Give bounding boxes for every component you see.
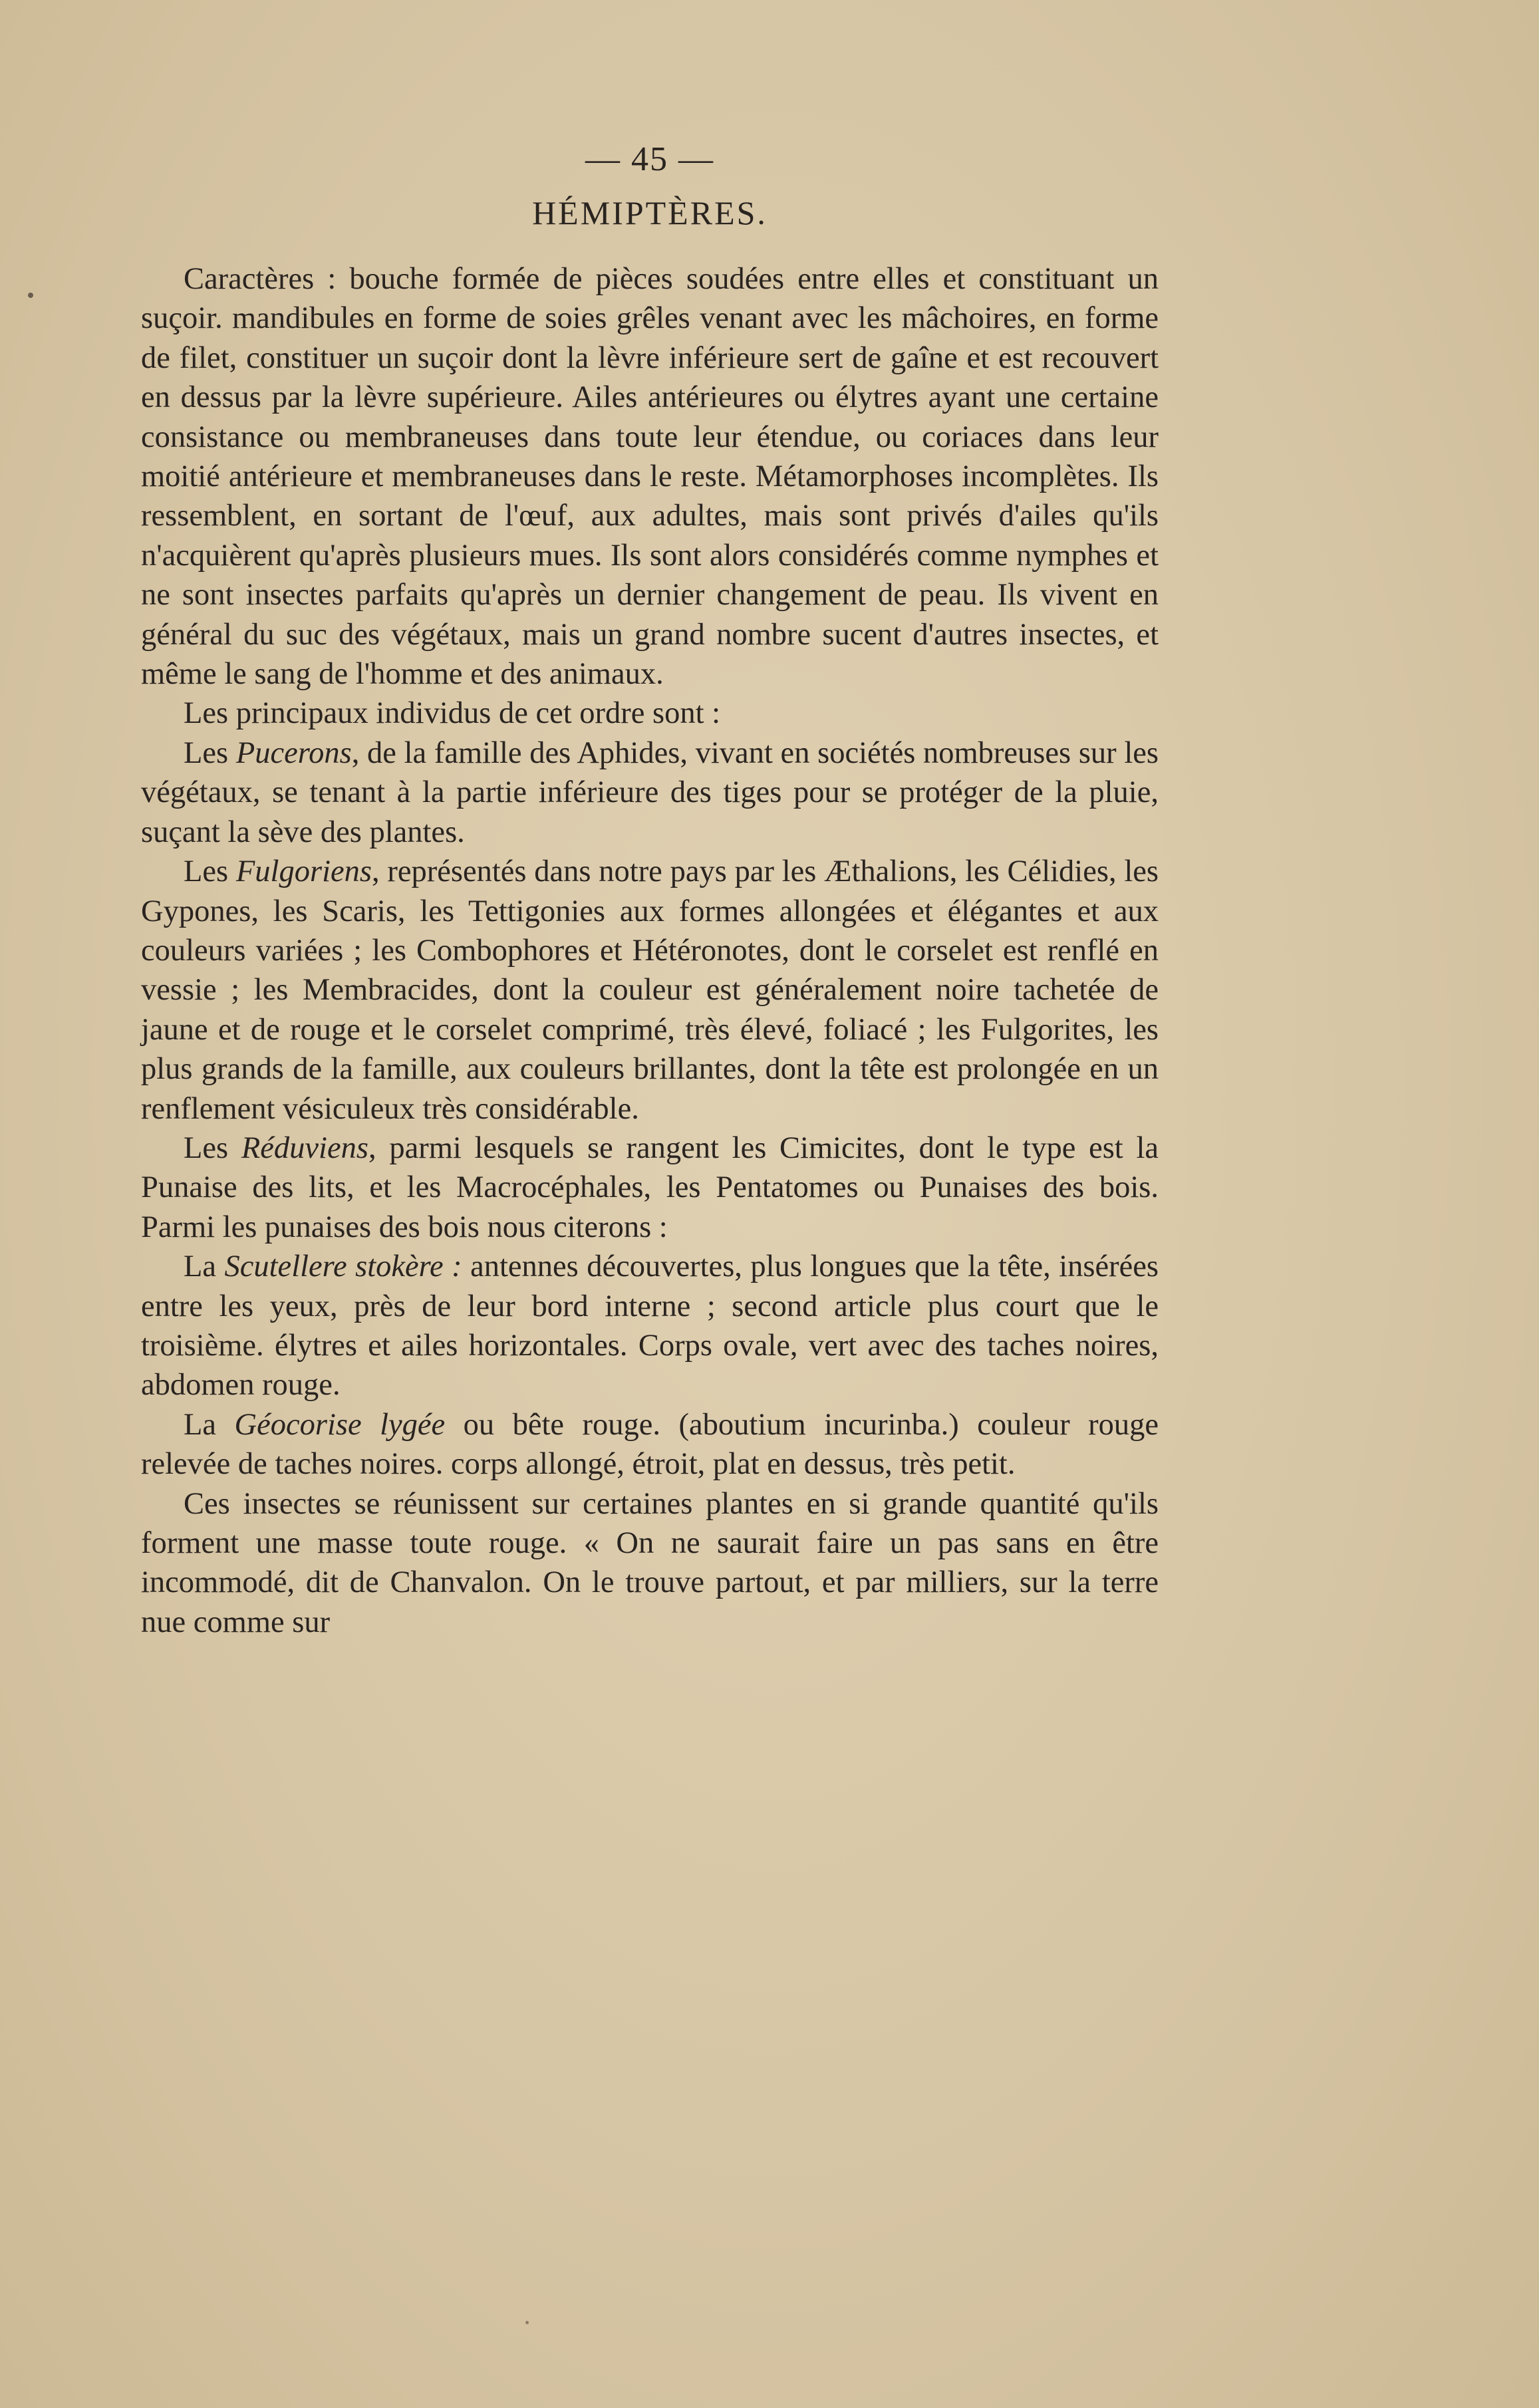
paragraph-body: , de la famille des Aphides, vivant en sociétés nombreuses sur les végétaux, se tenant à la partie inférieure des tiges pour se protéger de la pluie, suçant la sève des plantes. xyxy=(141,736,1159,849)
paragraph-principal-individuals: Les principaux individus de cet ordre sont : xyxy=(184,696,721,731)
paragraph-body: ou bête rouge. (aboutium incurinba.) couleur rouge relevée de taches noires. corps allongé, étroit, plat en dessus, très petit. xyxy=(141,1407,1159,1482)
taxon-name: Fulgoriens xyxy=(235,855,372,889)
paragraph-body: , représentés dans notre pays par les Æthalions, les Célidies, les Gypones, les Scaris, les Tettigonies aux formes allongées et élégantes et aux couleurs variées ; les Combophores et Hétéronotes, dont le corselet est renflé en vessie ; les Membracides, dont la couleur est généralement noire tachetée de jaune et de rouge et le corselet comprimé, très élevé, foliacé ; les Fulgorites, les plus grands de la famille, aux couleurs brillantes, dont la tête est prolongée en un renflement vésiculeux très considérable. xyxy=(141,855,1159,1126)
paragraph-lead: Les xyxy=(184,855,236,889)
paragraph-fulgoriens xyxy=(141,852,1159,1129)
paragraph-geocorise xyxy=(141,1405,1159,1484)
taxon-name: Pucerons xyxy=(235,736,352,770)
taxon-name: Géocorise lygée xyxy=(234,1407,446,1442)
ink-speck xyxy=(28,293,33,298)
paragraph-body: , parmi lesquels se rangent les Cimicites, dont le type est la Punaise des lits, et les Macrocéphales, les Pentatomes ou Punaises des bois. Parmi les punaises des bois nous citerons : xyxy=(141,1131,1159,1244)
paragraph-lead: La xyxy=(184,1407,235,1442)
paragraph-lead: Les xyxy=(184,736,236,770)
paragraph-insects-gather: Ces insectes se réunissent sur certaines plantes en si grande quantité qu'ils forment une masse toute rouge. « On ne saurait faire un pas sans en être incommodé, dit de Chanvalon. On le trouve partout, et par milliers, sur la terre nue comme sur xyxy=(141,1486,1159,1639)
paragraph-characteristics: Caractères : bouche formée de pièces soudées entre elles et constituant un suçoir. mandibules en forme de soies grêles venant avec les mâchoires, en forme de filet, constituer un suçoir dont la lèvre inférieure sert de gaîne et est recouvert en dessus par la lèvre supérieure. Ailes antérieures ou élytres ayant une certaine consistance ou membraneuses dans toute leur étendue, ou coriaces dans leur moitié antérieure et membraneuses dans le reste. Métamorphoses incomplètes. Ils ressemblent, en sortant de l'œuf, aux adultes, mais sont privés d'ailes qu'ils n'acquièrent qu'après plusieurs mues. Ils sont alors considérés comme nymphes et ne sont insectes parfaits qu'après un dernier changement de peau. Ils vivent en général du suc des végétaux, mais un grand nombre sucent d'autres insectes, et même le sang de l'homme et des animaux. xyxy=(141,262,1159,692)
paragraph-lead: Les xyxy=(184,1131,241,1165)
ink-speck xyxy=(525,2321,529,2324)
section-title: HÉMIPTÈRES. xyxy=(532,194,768,231)
paragraph-pucerons xyxy=(141,734,1159,852)
taxon-name: Scutellere stokère : xyxy=(224,1250,462,1284)
paragraph-scutellere xyxy=(141,1247,1159,1405)
paragraph-body: antennes découvertes, plus longues que la tête, insérées entre les yeux, près de leur bord interne ; second article plus court que le troisième. élytres et ailes horizontales. Corps ovale, vert avec des taches noires, abdomen rouge. xyxy=(141,1250,1159,1403)
page-text-block xyxy=(141,140,1159,1642)
page-number: — 45 — xyxy=(585,140,714,178)
paragraph-lead: La xyxy=(184,1250,225,1284)
taxon-name: Réduviens xyxy=(241,1131,368,1165)
paragraph-reduviens xyxy=(141,1129,1159,1247)
